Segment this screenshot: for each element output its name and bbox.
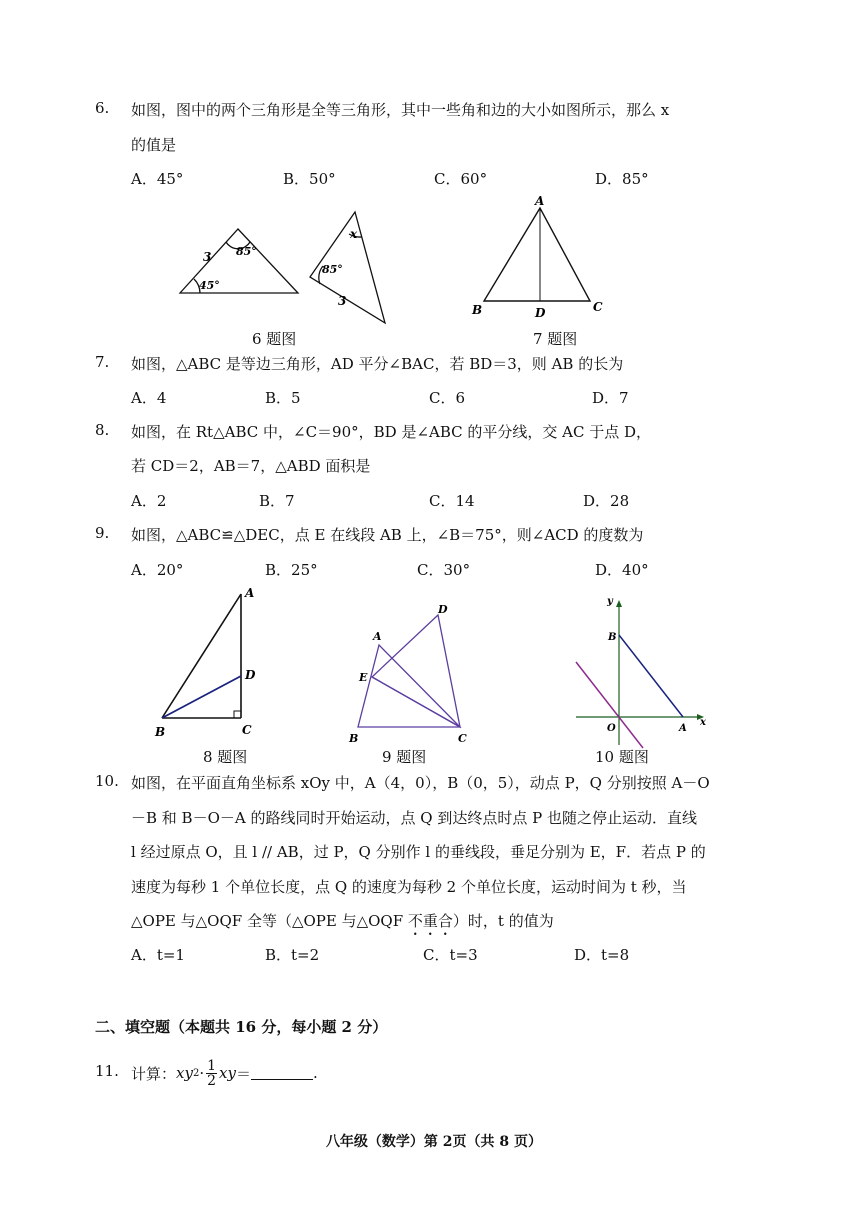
fig6-right-angle: 85°	[322, 263, 343, 276]
q10-number: 10.	[95, 772, 119, 790]
q9-option-d: D．40°	[595, 561, 649, 579]
fig9-label-d: D	[438, 603, 448, 616]
q6-option-c: C．60°	[434, 170, 488, 188]
q8-option-c: C．14	[429, 492, 475, 510]
fig8-label-b: B	[155, 725, 166, 739]
fig7-label-c: C	[593, 300, 603, 314]
fig8-label-c: C	[242, 723, 252, 737]
q11-dot: ·	[199, 1064, 205, 1082]
page-footer: 八年级（数学）第 2页（共 8 页）	[325, 1134, 543, 1150]
q10-text-line4: 速度为每秒 1 个单位长度，点 Q 的速度为每秒 2 个单位长度，运动时间为 t 秒，当	[131, 878, 687, 896]
fig10-label-x: x	[700, 717, 706, 728]
q10-line5-part-a: △OPE 与△OQF 全等（△OPE 与△OQF	[131, 912, 408, 930]
q10-option-b: B．t=2	[265, 946, 320, 964]
q8-number: 8.	[95, 421, 110, 439]
figure-6-caption: 6 题图	[252, 330, 297, 348]
fig6-left-top-angle: 85°	[236, 245, 257, 258]
fig6-right-x-label: x	[350, 227, 358, 241]
fig8-label-a: A	[245, 586, 255, 600]
figure-9-caption: 9 题图	[382, 748, 427, 766]
q7-option-a: A．4	[131, 389, 167, 407]
q10-text-line2: －B 和 B－O－A 的路线同时开始运动，点 Q 到达终点时点 P 也随之停止运动．直线	[131, 809, 697, 827]
figure-7-caption: 7 题图	[533, 330, 578, 348]
q6-option-d: D．85°	[595, 170, 649, 188]
q11-fraction-denominator: 2	[207, 1072, 217, 1089]
q10-text-line5	[131, 910, 554, 939]
figure-10-caption: 10 题图	[595, 748, 649, 766]
fig9-label-e: E	[359, 671, 368, 684]
section-2-heading: 二、填空题（本题共 16 分，每小题 2 分）	[95, 1018, 388, 1036]
q7-number: 7.	[95, 353, 110, 371]
q11-question	[131, 1049, 318, 1097]
q10-text-line1: 如图，在平面直角坐标系 xOy 中，A（4，0），B（0，5），动点 P，Q 分别按照 A－O	[131, 774, 710, 792]
q7-text-line1: 如图，△ABC 是等边三角形，AD 平分∠BAC，若 BD＝3，则 AB 的长为	[131, 355, 624, 373]
q9-number: 9.	[95, 524, 110, 542]
q9-option-b: B．25°	[265, 561, 318, 579]
q11-answer-blank[interactable]	[251, 1067, 313, 1080]
q11-number: 11.	[95, 1062, 119, 1080]
fig7-label-b: B	[472, 303, 483, 317]
q6-number: 6.	[95, 99, 110, 117]
fig10-label-o: O	[607, 723, 616, 734]
q9-option-a: A．20°	[131, 561, 184, 579]
q11-equals: ＝	[235, 1064, 251, 1083]
fig10-label-y: y	[607, 596, 613, 607]
q10-text-line3: l 经过原点 O，且 l // AB，过 P，Q 分别作 l 的垂线段，垂足分别为 E，F．若点 P 的	[131, 843, 706, 861]
q11-tail: .	[312, 1064, 318, 1082]
fig7-label-d: D	[535, 306, 546, 320]
q11-prefix: 计算：	[131, 1064, 177, 1083]
q10-line5-part-c: ）时，t 的值为	[452, 912, 554, 930]
fig9-label-b: B	[349, 732, 359, 745]
q8-option-a: A．2	[131, 492, 167, 510]
figure-8-caption: 8 题图	[203, 748, 248, 766]
q10-line5-emphasis: 不重合	[407, 912, 453, 930]
q9-text-line1: 如图，△ABC≌△DEC，点 E 在线段 AB 上，∠B＝75°，则∠ACD 的度数为	[131, 526, 644, 544]
q11-expr-b: xy	[219, 1064, 236, 1082]
fig8-label-d: D	[245, 668, 256, 682]
q7-option-c: C．6	[429, 389, 466, 407]
q6-text-line2: 的值是	[131, 136, 177, 154]
q10-option-c: C．t=3	[423, 946, 478, 964]
q6-text-line1: 如图，图中的两个三角形是全等三角形，其中一些角和边的大小如图所示，那么 x	[131, 101, 670, 119]
q8-option-b: B．7	[259, 492, 295, 510]
q11-fraction-numerator: 1	[207, 1057, 217, 1074]
fig10-label-a: A	[679, 723, 687, 734]
q10-option-a: A．t=1	[131, 946, 185, 964]
q6-option-a: A．45°	[131, 170, 184, 188]
q10-option-d: D．t=8	[574, 946, 630, 964]
fig9-label-c: C	[458, 732, 467, 745]
fig7-label-a: A	[535, 194, 545, 208]
q11-exponent: 2	[192, 1067, 200, 1079]
q7-option-b: B．5	[265, 389, 301, 407]
fig10-label-b: B	[608, 632, 617, 643]
q9-option-c: C．30°	[417, 561, 471, 579]
fig6-left-side-label: 3	[203, 250, 212, 264]
q8-option-d: D．28	[583, 492, 630, 510]
q8-text-line2: 若 CD＝2，AB＝7，△ABD 面积是	[131, 457, 371, 475]
q7-option-d: D．7	[592, 389, 629, 407]
q11-expr-a: xy	[176, 1064, 193, 1082]
fig6-left-angle: 45°	[199, 279, 220, 292]
fig6-right-side-label: 3	[338, 294, 347, 308]
q11-fraction	[206, 1059, 217, 1088]
q8-text-line1: 如图，在 Rt△ABC 中，∠C＝90°，BD 是∠ABC 的平分线，交 AC 于点 D，	[131, 423, 652, 441]
q6-option-b: B．50°	[283, 170, 336, 188]
fig9-label-a: A	[373, 630, 382, 643]
